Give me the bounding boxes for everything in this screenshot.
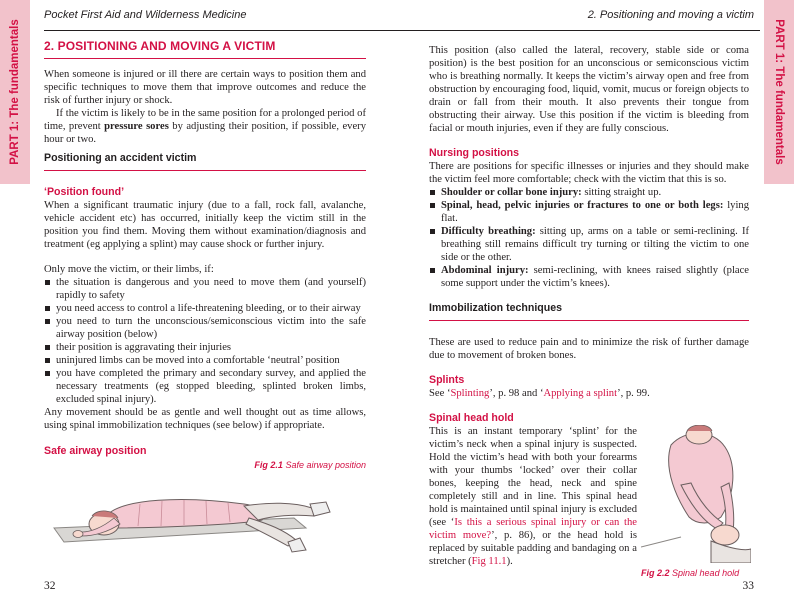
list-item: Difficulty breathing: sitting up, arms on a table or semi-reclining. If breathing still remains difficult try turning or tilting the victim to one side or the other.: [429, 225, 749, 264]
move-conditions-list: [44, 276, 366, 406]
subheading-splints: Splints: [429, 374, 465, 386]
list-item: the situation is dangerous and you need to move them (and yourself) rapidly to safety: [44, 276, 366, 302]
side-tab-right: [764, 0, 794, 184]
list-item: Shoulder or collar bone injury: sitting straight up.: [429, 186, 749, 199]
right-page: [397, 0, 794, 600]
page-number-left: 32: [44, 580, 56, 592]
section-heading-positioning: Positioning an accident victim: [44, 152, 366, 171]
immobilization-paragraph: These are used to reduce pain and to minimize the risk of further damage due to movement of broken bones.: [429, 337, 749, 361]
running-head-left: Pocket First Aid and Wilderness Medicine: [44, 9, 247, 21]
spinal-head-hold-paragraph: This is an instant temporary ‘splint’ for the victim’s neck when a spinal injury is suspected. Hold the victim’s head with both your forearms with your thumbs ‘locked’ over their collar bones, keeping the head, neck and spine completely still and in line. This spinal head hold is maintained until spinal injury is excluded (see ‘Is this a serious spinal injury or can the victim move?’, p. 86), or the head hold is replaced by suitable padding and bandaging on a stretcher (Fig 11.1).: [429, 426, 638, 567]
right-content: [429, 44, 750, 578]
spinal-head-hold-illustration: [641, 425, 751, 563]
intro-paragraph: When someone is injured or ill there are certain ways to position them and specific techniques to move them that improve outcomes and reduce the risk of further injury or shock.: [44, 69, 366, 106]
figure-caption-safe-airway: Fig 2.1 Safe airway position: [254, 460, 366, 470]
subheading-position-found: ‘Position found’: [44, 186, 125, 198]
header-rule: [44, 30, 397, 31]
side-tab-label: PART 1: The fundamentals: [9, 19, 21, 165]
subheading-nursing: Nursing positions: [429, 147, 520, 159]
figure-safe-airway: [44, 458, 366, 566]
list-item: Abdominal injury: semi-reclining, with knees raised slightly (place some support under the victim’s knees).: [429, 264, 749, 290]
subheading-spinal-head-hold: Spinal head hold: [429, 412, 514, 424]
pressure-sores-paragraph: If the victim is likely to be in the same position for a prolonged period of time, prevent pressure sores by adjusting their position, if possible, every hour or two.: [44, 108, 367, 145]
page-number-right: 33: [742, 580, 754, 592]
move-intro: Only move the victim, or their limbs, if:: [44, 264, 214, 275]
list-item: you have completed the primary and secondary survey, and applied the necessary treatments (eg stopped bleeding, splinted broken limbs, excluded spinal injury).: [44, 367, 366, 406]
xref-spinal-injury[interactable]: Is this a serious spinal injury or can the victim move?: [429, 517, 638, 541]
xref-splinting[interactable]: Splinting: [450, 388, 490, 399]
nursing-positions-list: [429, 186, 749, 290]
header-rule: [397, 30, 760, 31]
list-item: uninjured limbs can be moved into a comfortable ‘neutral’ position: [44, 354, 366, 367]
position-found-paragraph: When a significant traumatic injury (due to a fall, rock fall, avalanche, vehicle accident etc) has occurred, initially keep the victim still in the position you find them. Moving them without examination/diagnosis and treatment (eg applying a splint) may cause shock or further injury.: [44, 200, 366, 250]
xref-fig-11-1[interactable]: Fig 11.1: [471, 556, 507, 567]
safe-airway-illustration: [44, 458, 366, 566]
side-tab-label: PART 1: The fundamentals: [773, 19, 785, 165]
list-item: their position is aggravating their injuries: [44, 341, 366, 354]
list-item: you need access to control a life-threatening bleeding, or to their airway: [44, 302, 366, 315]
xref-applying-splint[interactable]: Applying a splint: [543, 388, 618, 399]
subheading-safe-airway: Safe airway position: [44, 445, 147, 457]
chapter-title: 2. POSITIONING AND MOVING A VICTIM: [44, 40, 366, 59]
pressure-sores-term: pressure sores: [104, 121, 169, 132]
nursing-intro: There are positions for specific illnesses or injuries and they should make the victim feel more comfortable; check with the victim that this is so.: [429, 161, 749, 185]
side-tab-left: [0, 0, 30, 184]
list-item: you need to turn the unconscious/semiconscious victim into the safe airway position (below): [44, 315, 366, 341]
figure-caption-spinal-head-hold: Fig 2.2 Spinal head hold: [641, 568, 740, 578]
splints-paragraph: See ‘Splinting’, p. 98 and ‘Applying a splint’, p. 99.: [429, 388, 650, 399]
running-head-right: 2. Positioning and moving a victim: [587, 9, 754, 21]
move-closing-paragraph: Any movement should be as gentle and well thought out as time allows, using spinal immobilization techniques (see below) if appropriate.: [44, 407, 366, 431]
spinal-head-hold-block: [429, 425, 749, 578]
section-heading-immobilization: Immobilization techniques: [429, 302, 749, 321]
recovery-position-paragraph: This position (also called the lateral, recovery, stable side or coma position) is the best position for an unconscious or semiconscious victim who is breathing normally. It keeps the victim’s airway open and free from obstruction by encouraging food, liquid, vomit, mucus or foreign objects to drain or fall from their mouth. It also prevents their tongue from obstructing their airway. Use this position if the victim is bleeding from facial or mouth injuries, even if they are fully conscious.: [429, 45, 749, 134]
list-item: Spinal, head, pelvic injuries or fractures to one or both legs: lying flat.: [429, 199, 749, 225]
left-content: [44, 40, 366, 566]
